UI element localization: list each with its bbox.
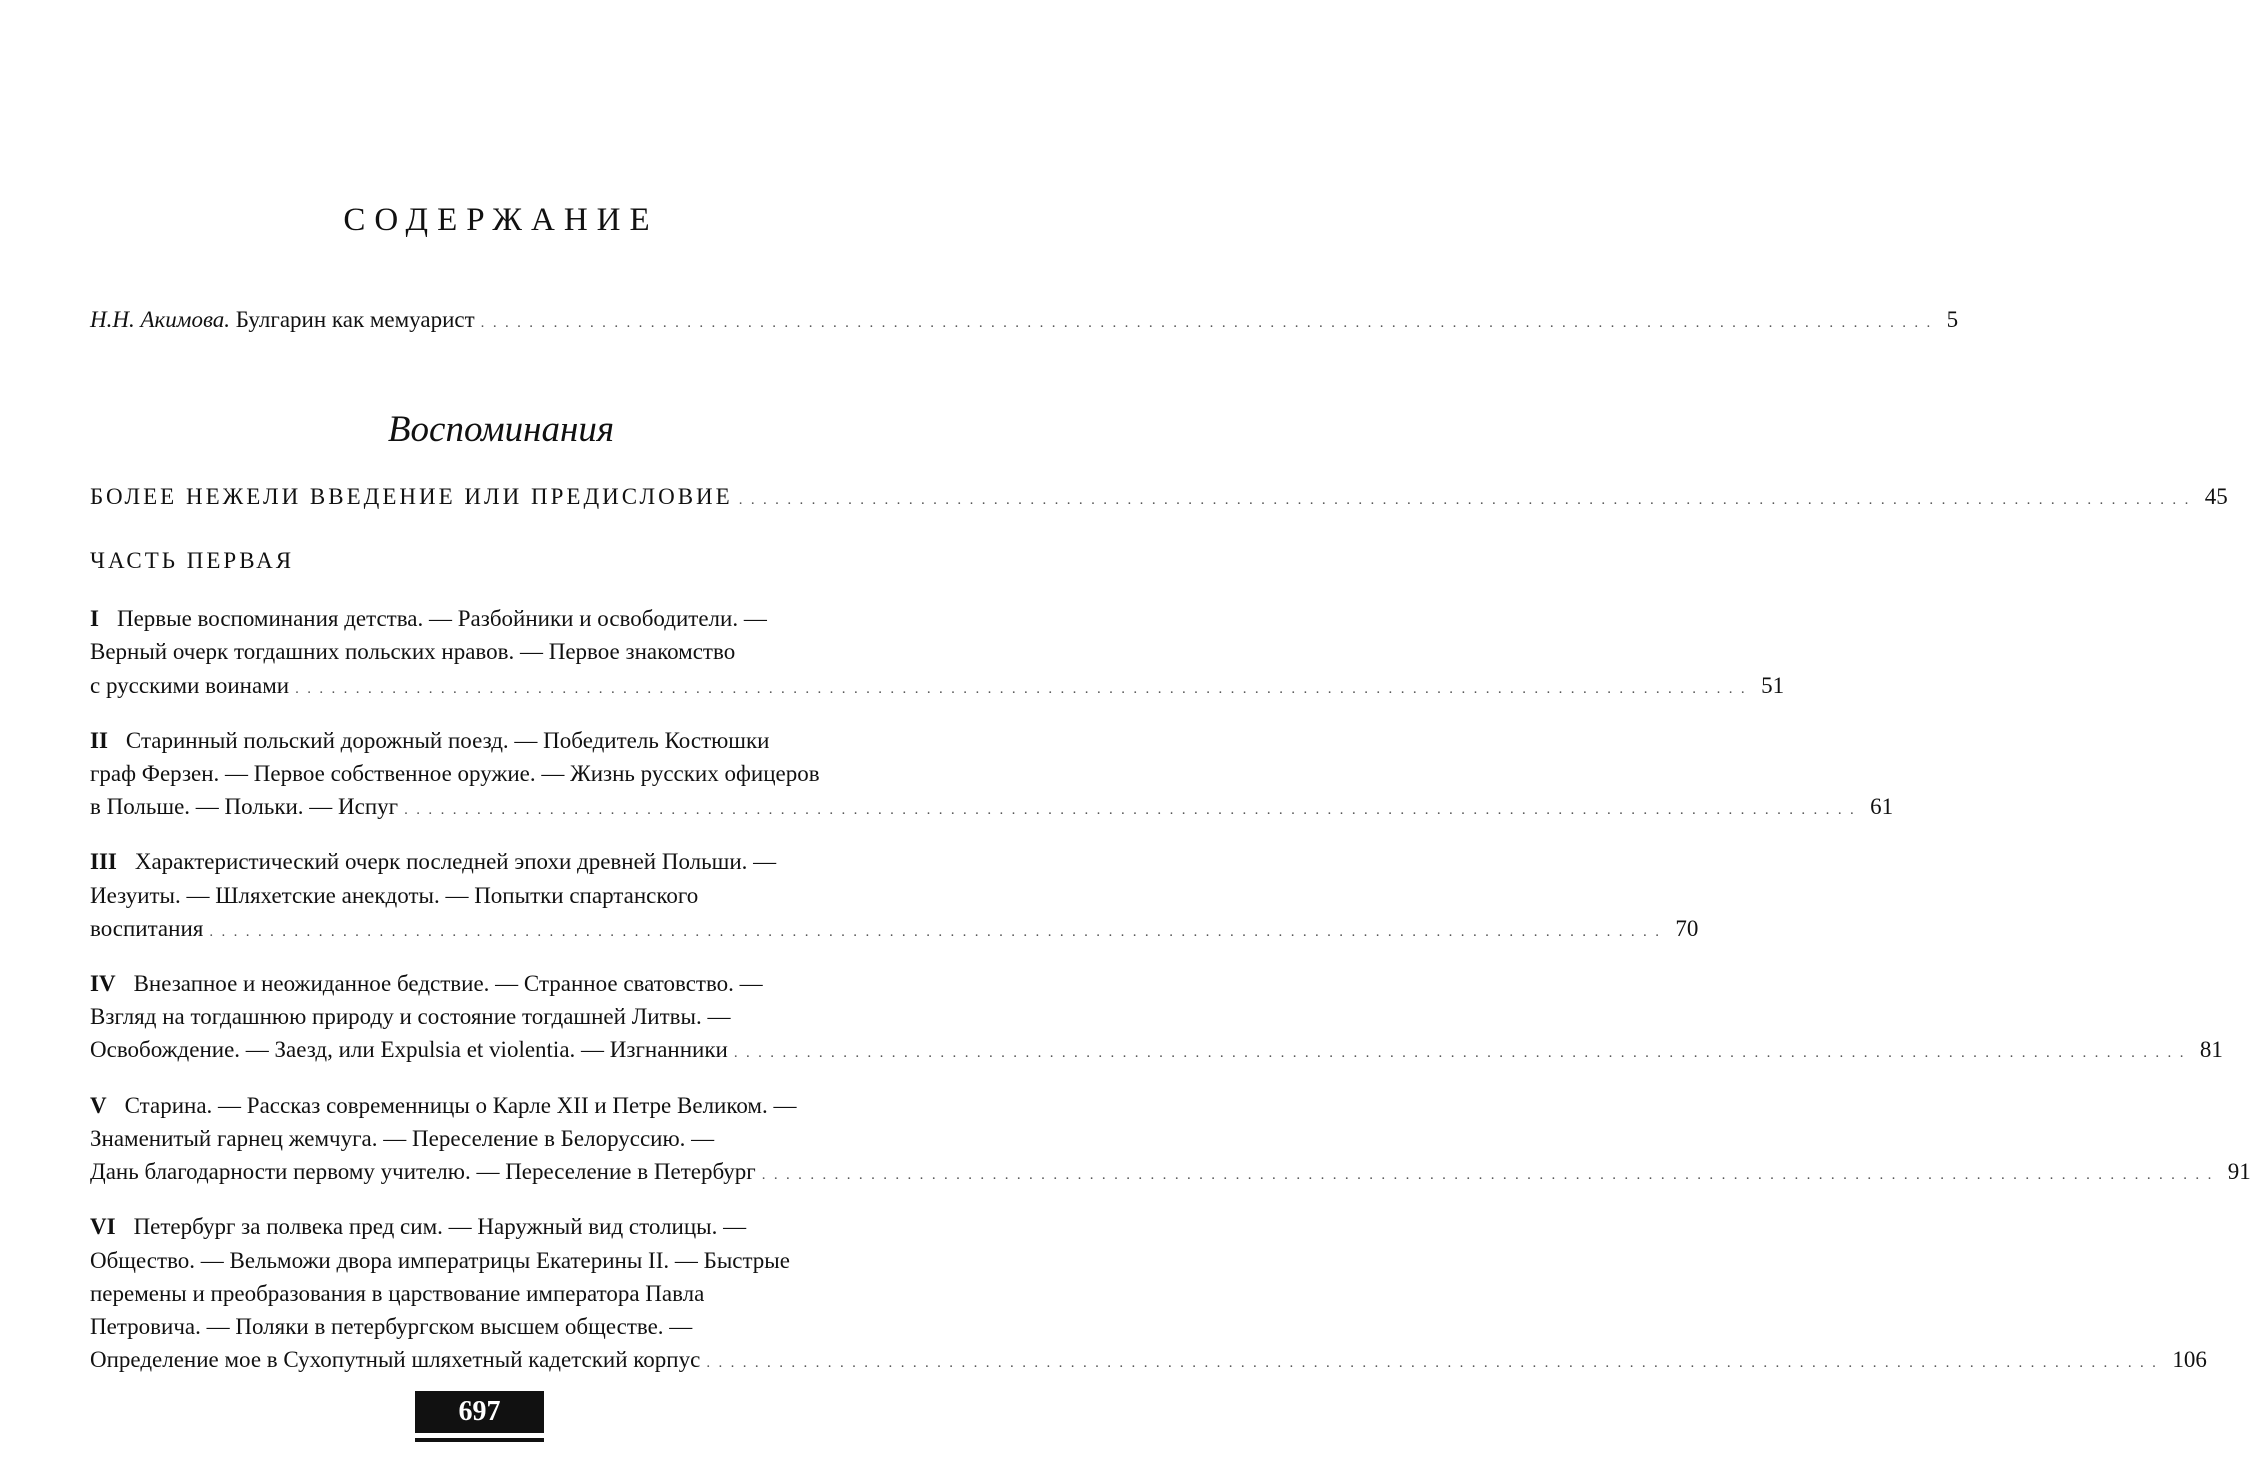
chapter-line[interactable]: III Характеристический очерк последней эпохи древней Польши. — <box>90 849 777 874</box>
chapter-line[interactable]: VI Петербург за полвека пред сим. — Наружный вид столицы. — <box>90 1214 747 1239</box>
chapter-last-line[interactable]: Освобождение. — Заезд, или Expulsia et violentia. — Изгнанники ........................................................................................................................ 81 <box>90 1034 868 1069</box>
dot-leader: ........................................................................................................................ <box>706 1355 2165 1371</box>
chapter-line[interactable]: Петровича. — Поляки в петербургском высшем обществе. — <box>90 1314 693 1339</box>
chapter-numeral: IV <box>90 971 116 996</box>
dot-leader: ........................................................................................................................ <box>761 1167 2220 1183</box>
toc-entry-preface[interactable] <box>90 481 2228 516</box>
chapter-line[interactable]: Взгляд на тогдашнюю природу и состояние тогдашней Литвы. — <box>90 1004 731 1029</box>
entry-page-number: 5 <box>1946 307 1959 332</box>
part-title: ЧАСТЬ ПЕРВАЯ <box>90 548 295 573</box>
chapter-line[interactable]: Иезуиты. — Шляхетские анекдоты. — Попытки спартанского <box>90 883 699 908</box>
entry-page-number: 45 <box>2204 484 2228 509</box>
chapter-line[interactable]: II Старинный польский дорожный поезд. — Победитель Костюшки <box>90 728 770 753</box>
chapter-line[interactable]: Знаменитый гарнец жемчуга. — Переселение в Белоруссию. — <box>90 1126 715 1151</box>
chapter-line[interactable]: перемены и преобразования в царствование императора Павла <box>90 1281 705 1306</box>
entry-author: Н.Н. Акимова. <box>90 307 231 332</box>
chapter-line[interactable]: граф Ферзен. — Первое собственное оружие. — Жизнь русских офицеров <box>90 761 820 786</box>
chapter-last-line[interactable]: воспитания ........................................................................................................................ 70 <box>90 913 868 948</box>
page-title: СОДЕРЖАНИЕ <box>343 202 659 238</box>
entry-page-number: 51 <box>1761 673 1785 698</box>
chapter-numeral: II <box>90 728 108 753</box>
entry-page-number: 106 <box>2172 1347 2207 1372</box>
chapter-numeral: III <box>90 849 117 874</box>
entry-title: БОЛЕЕ НЕЖЕЛИ ВВЕДЕНИЕ ИЛИ ПРЕДИСЛОВИЕ <box>90 484 733 509</box>
chapter-line[interactable]: Общество. — Вельможи двора императрицы Екатерины II. — Быстрые <box>90 1248 790 1273</box>
dot-leader: ........................................................................................................................ <box>295 681 1754 697</box>
chapter-last-line[interactable]: Определение мое в Сухопутный шляхетный кадетский корпус ........................................................................................................................ 106 <box>90 1344 868 1379</box>
toc-entry-intro[interactable] <box>90 304 1959 339</box>
entry-page-number: 91 <box>2227 1159 2251 1184</box>
chapter-line[interactable]: I Первые воспоминания детства. — Разбойники и освободители. — <box>90 606 767 631</box>
entry-title: Булгарин как мемуарист <box>230 307 475 332</box>
dot-leader: ........................................................................................................................ <box>733 1045 2192 1061</box>
chapter-line[interactable]: V Старина. — Рассказ современницы о Карле XII и Петре Великом. — <box>90 1093 797 1118</box>
chapter-line[interactable]: Верный очерк тогдашних польских нравов. — Первое знакомство <box>90 639 736 664</box>
entry-page-number: 70 <box>1675 916 1699 941</box>
dot-leader: ........................................................................................................................ <box>738 492 2197 508</box>
chapter-numeral: V <box>90 1093 107 1118</box>
dot-leader: ........................................................................................................................ <box>209 924 1668 940</box>
section-title: Воспоминания <box>387 409 615 450</box>
page-number: 697 <box>415 1391 544 1433</box>
page-number-underline <box>415 1438 544 1442</box>
chapter-numeral: I <box>90 606 99 631</box>
entry-page-number: 61 <box>1870 794 1894 819</box>
dot-leader: ........................................................................................................................ <box>480 315 1939 331</box>
chapter-last-line[interactable]: с русскими воинами ........................................................................................................................ 51 <box>90 670 868 705</box>
dot-leader: ........................................................................................................................ <box>404 802 1863 818</box>
chapter-last-line[interactable]: Дань благодарности первому учителю. — Переселение в Петербург ........................................................................................................................ 91 <box>90 1156 868 1191</box>
entry-page-number: 81 <box>2199 1037 2223 1062</box>
chapter-last-line[interactable]: в Польше. — Польки. — Испуг ........................................................................................................................ 61 <box>90 791 868 826</box>
chapter-line[interactable]: IV Внезапное и неожиданное бедствие. — Странное сватовство. — <box>90 971 763 996</box>
chapter-numeral: VI <box>90 1214 116 1239</box>
